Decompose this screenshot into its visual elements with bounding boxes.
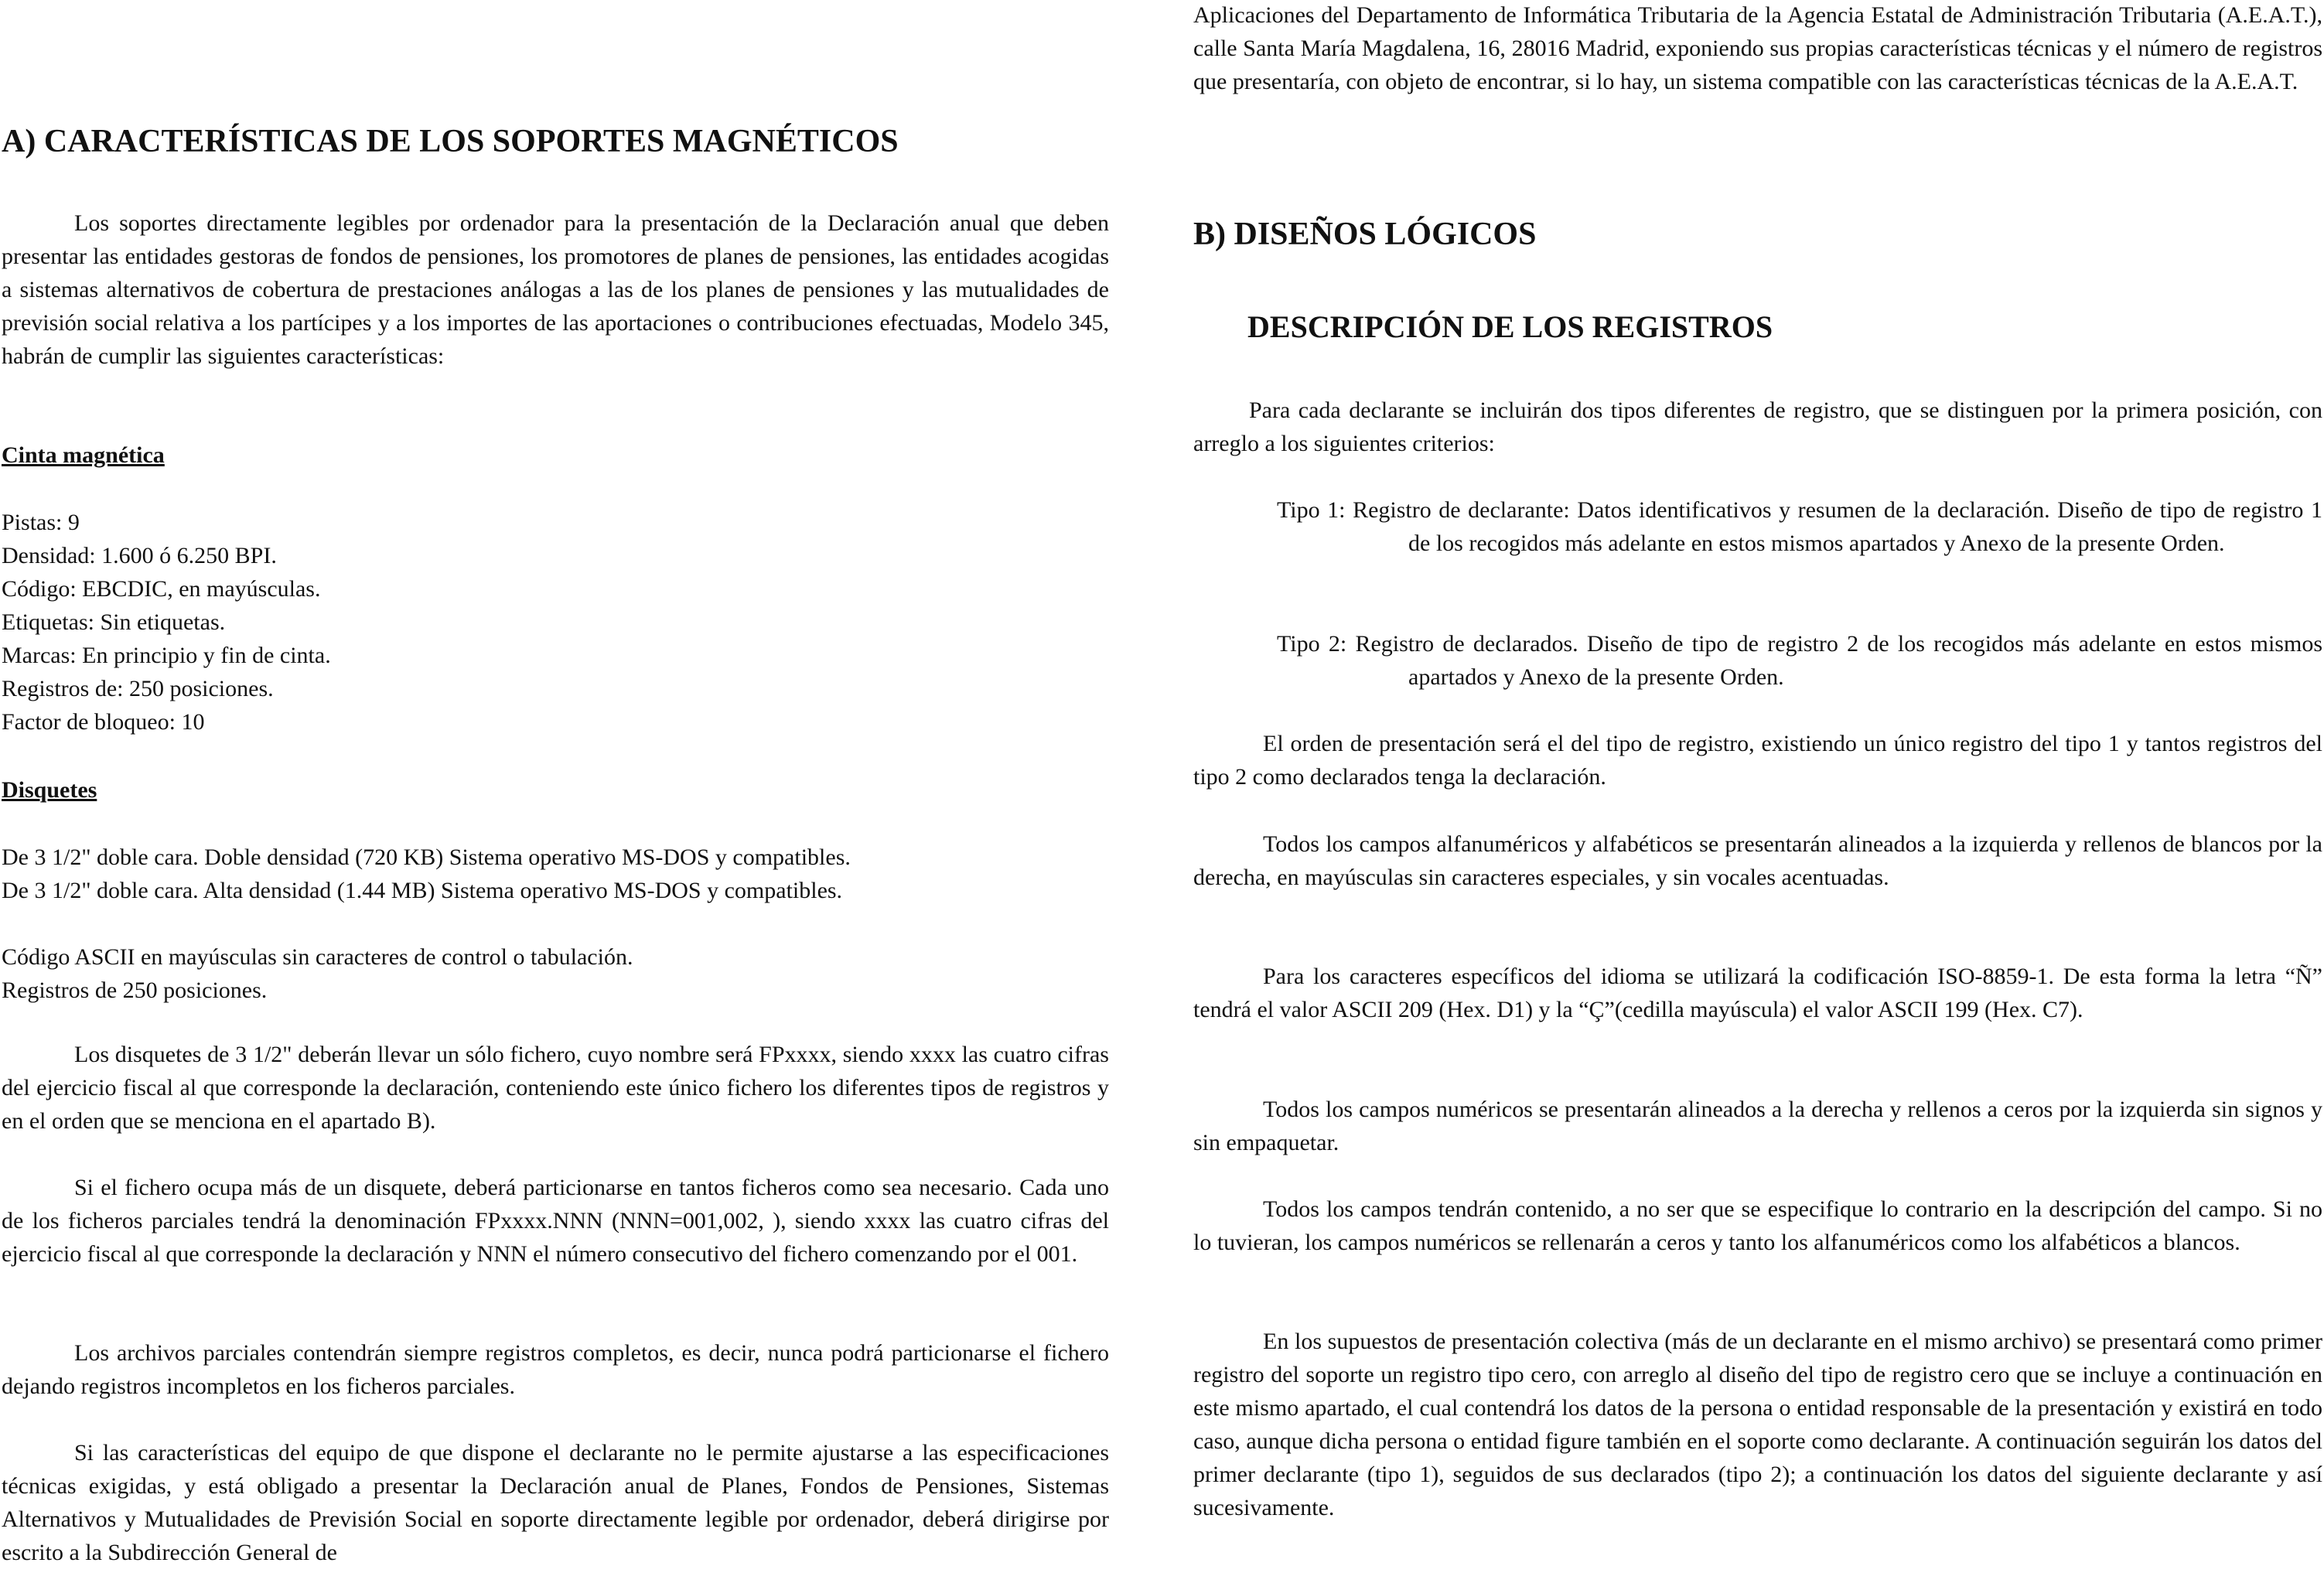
heading-cinta-magnetica: Cinta magnética <box>2 442 165 468</box>
spec-codigo-ascii: Código ASCII en mayúsculas sin caracteres de control o tabulación. <box>2 944 633 970</box>
paragraph-orden: El orden de presentación será el del tipo de registro, existiendo un único registro del tipo 1 y tantos registros del tipo 2 como declarados tenga la declaración. <box>1193 731 2322 790</box>
ascii-specs-list <box>2 940 1109 1007</box>
spec-doble-densidad: De 3 1/2" doble cara. Doble densidad (720 KB) Sistema operativo MS-DOS y compatibles. <box>2 845 851 870</box>
paragraph-presentacion-colectiva: En los supuestos de presentación colectiva (más de un declarante en el mismo archivo) se presentará como primer registro del soporte un registro tipo cero, con arreglo al diseño del tipo de registro cero que se incluye a continuación en este mismo apartado, el cual contendrá los datos de la persona o entidad responsable de la presentación y existirá en todo caso, aunque dicha persona o entidad figure también en el soporte como declarante. A continuación seguirán los datos del primer declarante (tipo 1), seguidos de sus declarados (tipo 2); a continuación los datos del siguiente declarante y así sucesivamente. <box>1193 1329 2322 1520</box>
paragraph-tipos: Para cada declarante se incluirán dos tipos diferentes de registro, que se distinguen por la primera posición, con arreglo a los siguientes criterios: <box>1193 398 2322 456</box>
spec-codigo: Código: EBCDIC, en mayúsculas. <box>2 576 321 602</box>
heading-disquetes: Disquetes <box>2 777 97 803</box>
spec-registros-250: Registros de 250 posiciones. <box>2 978 268 1003</box>
paragraph-continuacion: Aplicaciones del Departamento de Informática Tributaria de la Agencia Estatal de Administración Tributaria (A.E.A.T.), calle Santa María Magdalena, 16, 28016 Madrid, exponiendo sus propias características técnicas y el número de registros que presentaría, con objeto de encontrar, si lo hay, un sistema compatible con las características técnicas de la A.E.A.T. <box>1193 2 2322 94</box>
spec-factor-bloqueo: Factor de bloqueo: 10 <box>2 709 205 735</box>
paragraph-numericos: Todos los campos numéricos se presentarán alineados a la derecha y rellenos a ceros por la izquierda sin signos y sin empaquetar. <box>1193 1097 2322 1155</box>
spec-marcas: Marcas: En principio y fin de cinta. <box>2 643 331 668</box>
paragraph-particion: Si el fichero ocupa más de un disquete, deberá particionarse en tantos ficheros como sea necesario. Cada uno de los ficheros parciales tendrá la denominación FPxxxx.NNN (NNN=001,002, ), siendo xxxx las cuatro cifras del ejercicio fiscal al que corresponde la declaración y NNN el número consecutivo del fichero comenzando por el 001. <box>2 1175 1109 1267</box>
disquetes-specs-list <box>2 841 1109 907</box>
heading-descripcion-registros: DESCRIPCIÓN DE LOS REGISTROS <box>1247 309 1773 344</box>
paragraph-intro: Los soportes directamente legibles por ordenador para la presentación de la Declaración anual que deben presentar las entidades gestoras de fondos de pensiones, los promotores de planes de pensiones, las entidades acogidas a sistemas alternativos de cobertura de prestaciones análogas a las de los planes de pensiones y las mutualidades de previsión social relativa a los partícipes y a los importes de las aportaciones o contribuciones efectuadas, Modelo 345, habrán de cumplir las siguientes características: <box>2 210 1109 369</box>
spec-alta-densidad: De 3 1/2" doble cara. Alta densidad (1.44 MB) Sistema operativo MS-DOS y compatibles. <box>2 878 843 903</box>
heading-disenos-logicos: B) DISEÑOS LÓGICOS <box>1193 217 1537 252</box>
paragraph-equipo: Si las características del equipo de que dispone el declarante no le permite ajustarse a las especificaciones técnicas exigidas, y está obligado a presentar la Declaración anual de Planes, Fondos de Pensiones, Sistemas Alternativos y Mutualidades de Previsión Social en soporte directamente legible por ordenador, deberá dirigirse por escrito a la Subdirección General de <box>2 1440 1109 1565</box>
paragraph-contenido: Todos los campos tendrán contenido, a no ser que se especifique lo contrario en la descripción del campo. Si no lo tuvieran, los campos numéricos se rellenarán a ceros y tanto los alfanuméricos como los alfabéticos a blancos. <box>1193 1196 2322 1255</box>
tipo-2-definition: Tipo 2: Registro de declarados. Diseño de tipo de registro 2 de los recogidos más adelante en estos mismos apartados y Anexo de la presente Orden. <box>1277 631 2322 690</box>
spec-pistas: Pistas: 9 <box>2 510 80 535</box>
paragraph-iso-8859: Para los caracteres específicos del idioma se utilizará la codificación ISO-8859-1. De esta forma la letra “Ñ” tendrá el valor ASCII 209 (Hex. D1) y la “Ç”(cedilla mayúscula) el valor ASCII 199 (Hex. C7). <box>1193 964 2322 1022</box>
spec-registros: Registros de: 250 posiciones. <box>2 676 274 701</box>
paragraph-fichero: Los disquetes de 3 1/2" deberán llevar un sólo fichero, cuyo nombre será FPxxxx, siendo xxxx las cuatro cifras del ejercicio fiscal al que corresponde la declaración, conteniendo este único fichero los diferentes tipos de registros y en el orden que se menciona en el apartado B). <box>2 1042 1109 1134</box>
spec-etiquetas: Etiquetas: Sin etiquetas. <box>2 609 226 635</box>
cinta-specs-list <box>2 506 1109 739</box>
tipo-1-definition: Tipo 1: Registro de declarante: Datos identificativos y resumen de la declaración. Diseño de tipo de registro 1 de los recogidos más adelante en estos mismos apartados y Anexo de la presente Orden. <box>1277 497 2322 556</box>
heading-caracteristicas: A) CARACTERÍSTICAS DE LOS SOPORTES MAGNÉTICOS <box>2 124 899 159</box>
paragraph-alfanumericos: Todos los campos alfanuméricos y alfabéticos se presentarán alineados a la izquierda y rellenos de blancos por la derecha, en mayúsculas sin caracteres especiales, y sin vocales acentuadas. <box>1193 831 2322 890</box>
paragraph-parciales: Los archivos parciales contendrán siempre registros completos, es decir, nunca podrá particionarse el fichero dejando registros incompletos en los ficheros parciales. <box>2 1340 1109 1399</box>
spec-densidad: Densidad: 1.600 ó 6.250 BPI. <box>2 543 277 568</box>
